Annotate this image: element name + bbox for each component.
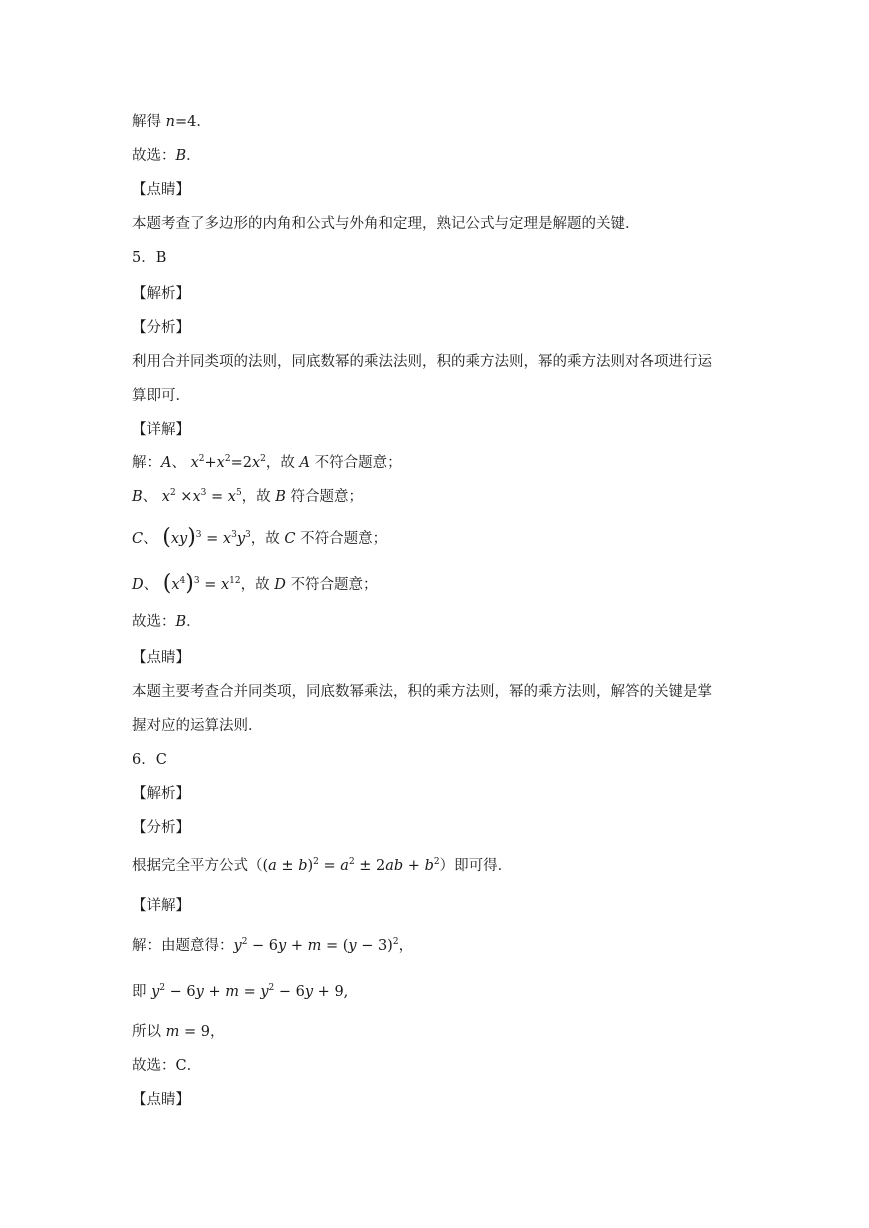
- section-heading: 【点睛】: [132, 182, 190, 198]
- comment-text: 本题考查了多边形的内角和公式与外角和定理，熟记公式与定理是解题的关键．: [132, 216, 640, 232]
- question-number: 6．C: [132, 752, 167, 768]
- solution-line: 解得 n=4．: [132, 114, 211, 130]
- answer-line: 故选：B．: [132, 614, 201, 630]
- section-heading: 【解析】: [132, 286, 190, 302]
- comment-text: 握对应的运算法则．: [132, 718, 263, 734]
- option-b-line: B、 $x^2 \times x^3 = x^5$，故 B 符合题意；: [132, 488, 364, 505]
- comment-text: 本题主要考查合并同类项，同底数幂乘法，积的乘方法则，幂的乘方法则，解答的关键是掌: [132, 684, 712, 700]
- section-heading: 【详解】: [132, 898, 190, 914]
- formula: $x^2+x^2=2x^2$: [190, 454, 266, 471]
- formula: $y^2 - 6y + m = y^2 - 6y + 9$,: [151, 983, 349, 1000]
- formula: m = 9，: [165, 1024, 225, 1040]
- formula: $(x^4)^3 = x^{12}$: [162, 571, 241, 596]
- derivation-line: 解：由题意得：$y^2 - 6y + m = (y - 3)^2$，: [132, 937, 414, 954]
- analysis-text: 算即可．: [132, 388, 190, 404]
- option-c-line: C、 $(xy)^3 = x^3y^3$，故 C 不符合题意；: [132, 525, 388, 550]
- formula: $x^2 \times x^3 = x^5$: [161, 488, 242, 505]
- formula-line: 根据完全平方公式$((a \pm b)^2 = a^2 \pm 2ab + b^2)$即可得．: [132, 857, 513, 874]
- option-d-line: D、 $(x^4)^3 = x^{12}$，故 D 不符合题意；: [132, 571, 378, 596]
- section-heading: 【分析】: [132, 320, 190, 336]
- derivation-line: 即 $y^2 - 6y + m = y^2 - 6y + 9$,: [132, 983, 349, 1000]
- option-a-line: 解：A、 $x^2+x^2=2x^2$，故 A 不符合题意；: [132, 454, 402, 471]
- question-number: 5．B: [132, 250, 167, 266]
- section-heading: 【点睛】: [132, 650, 190, 666]
- analysis-text: 利用合并同类项的法则，同底数幂的乘法法则，积的乘方法则，幂的乘方法则对各项进行运: [132, 354, 712, 370]
- section-heading: 【点睛】: [132, 1092, 190, 1108]
- formula: $(a \pm b)^2 = a^2 \pm 2ab + b^2$: [262, 857, 440, 874]
- answer-line: 故选：C．: [132, 1058, 202, 1074]
- section-heading: 【分析】: [132, 820, 190, 836]
- answer-line: 故选：B．: [132, 148, 201, 164]
- section-heading: 【详解】: [132, 422, 190, 438]
- derivation-line: 所以 m = 9，: [132, 1024, 225, 1040]
- section-heading: 【解析】: [132, 786, 190, 802]
- formula: $(xy)^3 = x^3y^3$: [162, 525, 251, 550]
- formula: $y^2 - 6y + m = (y - 3)^2$，: [233, 937, 414, 954]
